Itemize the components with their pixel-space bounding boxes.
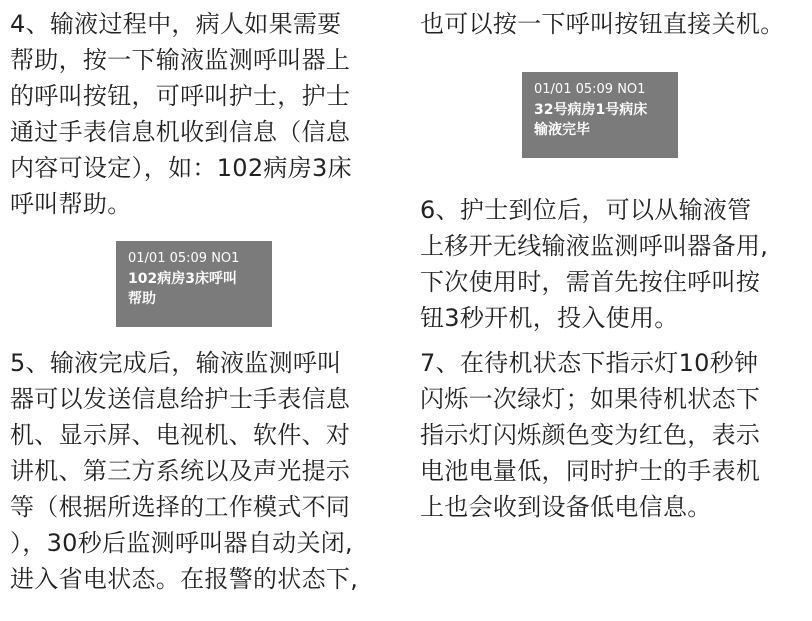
step-4-paragraph: 4、输液过程中，病人如果需要 帮助，按一下输液监测呼叫器上 的呼叫按钮，可呼叫护士，护士 通过手表信息机收到信息（信息 内容可设定），如：102病房3床 呼叫帮助。: [10, 10, 352, 218]
step-7-paragraph: 7、在待机状态下指示灯10秒钟 闪烁一次绿灯；如果待机状态下 指示灯闪烁颜色变为红色，表示 电池电量低，同时护士的手表机 上也会收到设备低电信息。: [420, 349, 761, 521]
screen-time-text: 01/01 05:09 NO1: [534, 82, 646, 97]
step-6-paragraph: 6、护士到位后，可以从输液管 上移开无线输液监测呼叫器备用, 下次使用时，需首先按住呼叫按 钮3秒开机，投入使用。: [420, 196, 769, 332]
step-5-paragraph: 5、输液完成后，输液监测呼叫 器可以发送信息给护士手表信息 机、显示屏、电视机、软件、对 讲机、第三方系统以及声光提示 等（根据所选择的工作模式不同 ），30秒后监测呼叫器自动关闭, 进入省电状态。在报警的状态下,: [10, 349, 359, 593]
screen-time-text: 01/01 05:09 NO1: [128, 251, 240, 266]
step-5-continued-paragraph: 也可以按一下呼叫按钮直接关机。: [420, 10, 785, 38]
infusion-complete-screen-image: [522, 72, 678, 158]
screen-message-text: 32号病房1号病床 输液完毕: [534, 102, 648, 138]
screen-message-text: 102病房3床呼叫 帮助: [128, 271, 237, 307]
call-help-screen-image: [116, 241, 272, 327]
